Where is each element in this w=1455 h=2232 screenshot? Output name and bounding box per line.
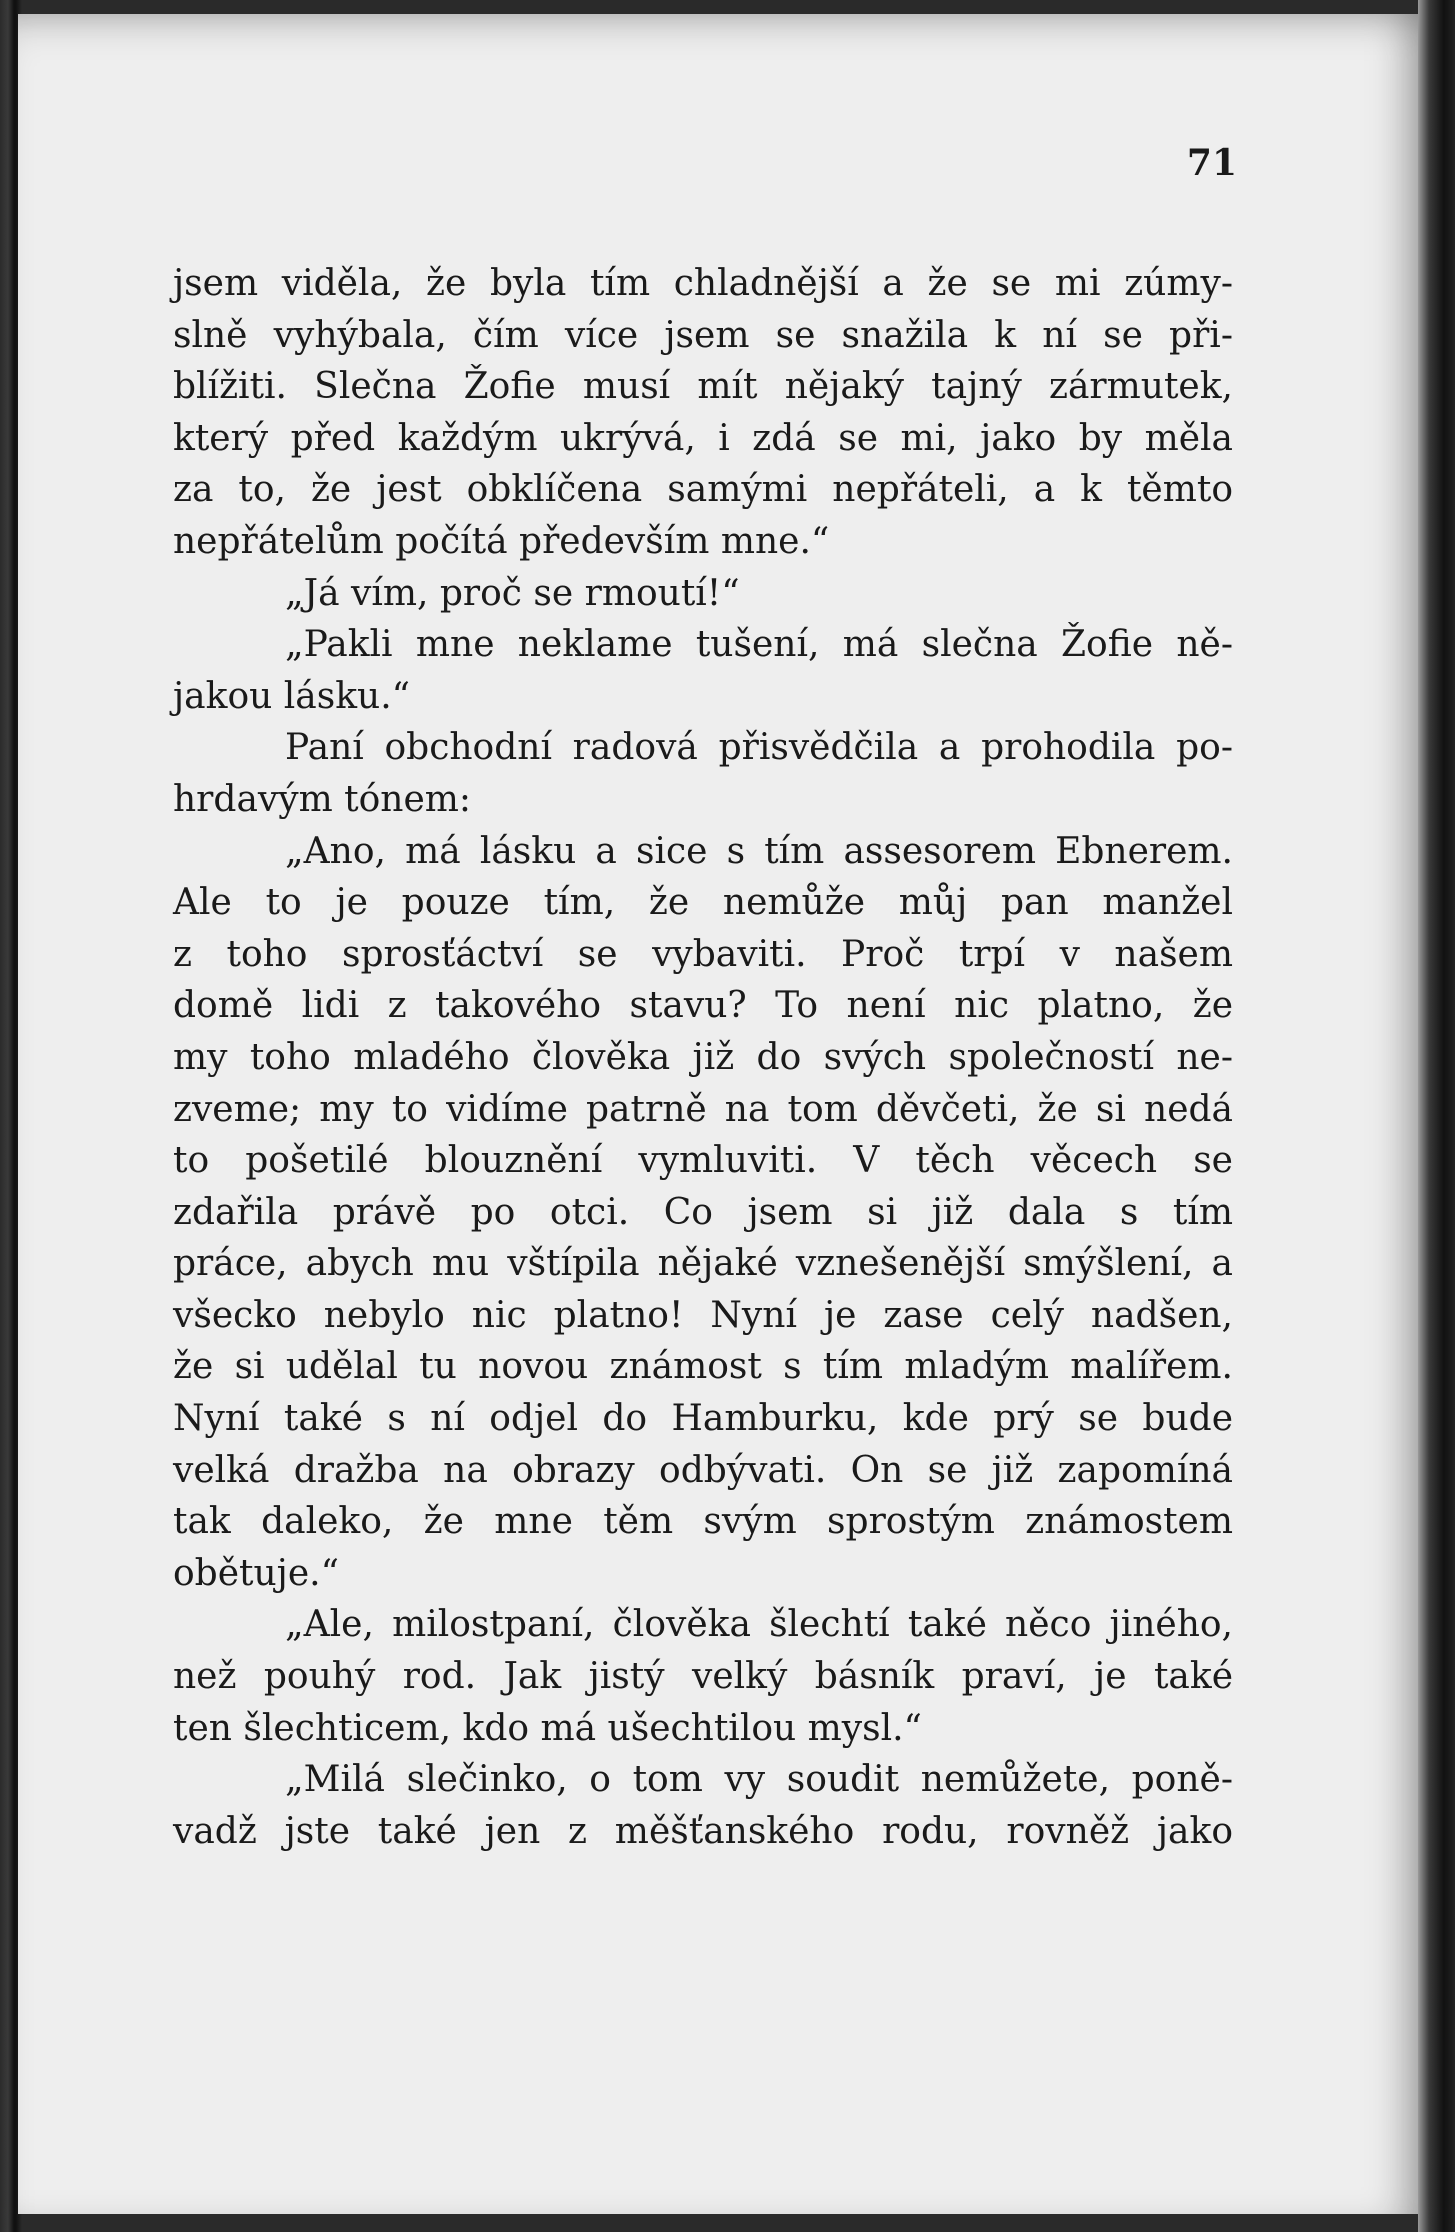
text-line: jsem viděla, že byla tím chladnější a že se mi zúmy- xyxy=(173,263,1233,304)
text-line: tak daleko, že mne těm svým sprostým známostem xyxy=(173,1501,1233,1543)
text-line: slně vyhýbala, čím více jsem se snažila k ní se při- xyxy=(173,314,1233,356)
text-line: který před každým ukrývá, i zdá se mi, jako by měla xyxy=(173,417,1233,459)
text-line: blížiti. Slečna Žofie musí mít nějaký tajný zármutek, xyxy=(173,366,1233,408)
text-line: z toho sprosťáctví se vybaviti. Proč trpí v našem xyxy=(173,933,1233,975)
text-line: Ale to je pouze tím, že nemůže můj pan manžel xyxy=(173,882,1233,924)
text-line: Nyní také s ní odjel do Hamburku, kde prý se bude xyxy=(173,1398,1233,1440)
text-line: „Ale, milostpaní, člověka šlechtí také něco jiného, xyxy=(285,1604,1233,1646)
text-line: „Já vím, proč se rmoutí!“ xyxy=(285,572,740,614)
body-text xyxy=(173,258,1233,1857)
page-number: 71 xyxy=(1186,142,1237,184)
text-line: domě lidi z takového stavu? To není nic platno, že xyxy=(173,985,1233,1027)
text-line: že si udělal tu novou známost s tím mladým malířem. xyxy=(173,1346,1233,1388)
text-line: všecko nebylo nic platno! Nyní je zase celý nadšen, xyxy=(173,1294,1233,1336)
text-line: „Pakli mne neklame tušení, má slečna Žofie ně- xyxy=(285,624,1233,666)
text-line: my toho mladého člověka již do svých společností ne- xyxy=(173,1036,1233,1078)
text-line: hrdavým tónem: xyxy=(173,778,472,820)
text-line: Paní obchodní radová přisvědčila a prohodila po- xyxy=(285,727,1233,769)
text-line: obětuje.“ xyxy=(173,1552,339,1594)
text-line: zveme; my to vidíme patrně na tom děvčeti, že si nedá xyxy=(173,1088,1233,1130)
text-line: velká dražba na obrazy odbývati. On se již zapomíná xyxy=(173,1449,1233,1491)
text-line: to pošetilé blouznění vymluviti. V těch věcech se xyxy=(173,1140,1233,1182)
text-line: ten šlechticem, kdo má ušechtilou mysl.“ xyxy=(173,1707,922,1749)
text-line: vadž jste také jen z měšťanského rodu, rovněž jako xyxy=(173,1810,1233,1852)
text-line: za to, že jest obklíčena samými nepřáteli, a k těmto xyxy=(173,469,1233,511)
text-line: zdařila právě po otci. Co jsem si již dala s tím xyxy=(173,1191,1233,1233)
text-line: než pouhý rod. Jak jistý velký básník praví, je také xyxy=(173,1656,1233,1698)
text-line: jakou lásku.“ xyxy=(173,675,411,717)
text-line: „Ano, má lásku a sice s tím assesorem Ebnerem. xyxy=(285,830,1233,872)
text-line: práce, abych mu vštípila nějaké vznešenější smýšlení, a xyxy=(173,1243,1233,1285)
book-edge-shadow xyxy=(1418,0,1455,2232)
text-line: „Milá slečinko, o tom vy soudit nemůžete, poně- xyxy=(285,1759,1233,1801)
text-line: nepřátelům počítá především mne.“ xyxy=(173,520,830,562)
